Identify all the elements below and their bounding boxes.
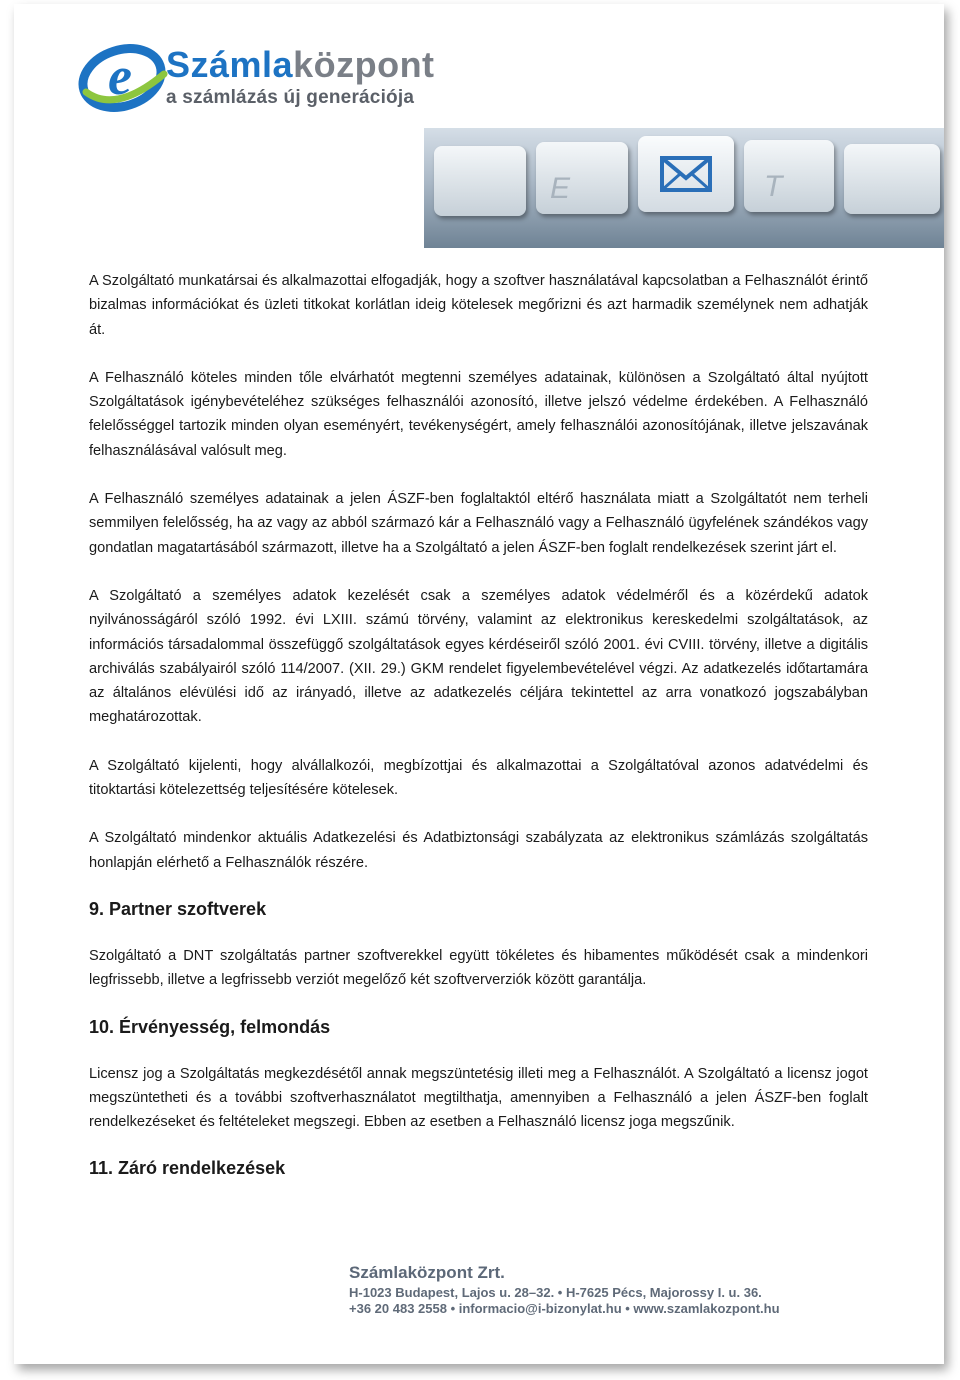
- section-10-text: Licensz jog a Szolgáltatás megkezdésétől annak megszüntetésig illeti meg a Felhasználót. A Szolgáltató a licensz jogot megszüntetheti és a további szoftverhasználatot megtilthatja, amennyiben a Felhasználó a jelen ÁSZF-ben foglalt rendelkezéseket és feltételeket megszegi. Ebben az esetben a Felhasználó licensz joga megszűnik.: [89, 1065, 868, 1131]
- section-9-heading: 9. Partner szoftverek: [89, 898, 267, 919]
- paragraph: A Szolgáltató mindenkor aktuális Adatkezelési és Adatbiztonsági szabályzata az elektronikus számlázás szolgáltatás honlapján elérhető a Felhasználók részére.: [89, 830, 868, 871]
- section-10-heading: 10. Érvényesség, felmondás: [89, 1016, 331, 1037]
- logo-part-1: Számla: [166, 44, 294, 85]
- document-body: [89, 269, 868, 1203]
- paragraph: A Szolgáltató a személyes adatok kezelését csak a személyes adatok védelméről és a közérdekű adatok nyilvánosságáról szóló 1992. évi LXIII. számú törvény, valamint az elektronikus kereskedelmi szolgáltatások, az információs társadalommal összefüggő szolgáltatások egyes kérdéseiről szóló 2001. évi CVIII. törvény, illetve a digitális archiválás szabályairól szóló 114/2007. (XII. 29.) GKM rendelet figyelembevételével végzi. Az adatkezelés időtartamára az általános elévülési idő az irányadó, illetve az adatkezelés céljára tekintettel az arra vonatkozó jogszabályban meghatározottak.: [89, 587, 868, 726]
- footer-company: Számlaközpont Zrt.: [349, 1263, 505, 1282]
- paragraph: A Szolgáltató munkatársai és alkalmazottai elfogadják, hogy a szoftver használatával kapcsolatban a Felhasználót érintő bizalmas információkat és üzleti titkokat korlátlan ideig kötelesek megőrizni és azt harmadik személynek nem adhatják át.: [89, 273, 868, 338]
- paragraph: A Felhasználó köteles minden tőle elvárhatót megtenni személyes adatainak, különösen a Szolgáltató által nyújtott Szolgáltatások igénybevételéhez szükséges felhasználói azonosító, illetve jelszó védelme érdekében. A Felhasználó felelősséggel tartozik minden olyan eseményért, tevékenységért, amely felhasználói azonosítójának, illetve jelszavának felhasználásával valósult meg.: [89, 369, 868, 459]
- logo-wordmark: [166, 44, 435, 86]
- logo-tagline: a számlázás új generációja: [166, 87, 415, 108]
- footer-contact: +36 20 483 2558 • informacio@i-bizonylat.hu • www.szamlakozpont.hu: [349, 1301, 780, 1316]
- envelope-key: [638, 136, 734, 212]
- key-letter-t: T: [764, 170, 783, 203]
- logo-letter: e: [108, 46, 132, 106]
- paragraph: A Szolgáltató kijelenti, hogy alvállalkozói, megbízottjai és alkalmazottai a Szolgáltatóval azonos adatvédelmi és titoktartási kötelezettség teljesítésére kötelesek.: [89, 757, 868, 799]
- footer: [349, 1263, 869, 1317]
- envelope-icon: [660, 156, 712, 192]
- section-11-heading: 11. Záró rendelkezések: [89, 1158, 286, 1179]
- section-9-text: Szolgáltató a DNT szolgáltatás partner szoftverekkel együtt tökéletes és hibamentes működését csak a mindenkori legfrissebb, illetve a legfrissebb verziót megelőző két szoftververziók között garantálja.: [89, 947, 868, 989]
- logo-part-2: központ: [293, 44, 435, 85]
- paragraph: A Felhasználó személyes adatainak a jelen ÁSZF-ben foglaltaktól eltérő használata miatt a Szolgáltatót nem terheli semmilyen felelősség, ha az vagy az abból származó kár a Felhasználó vagy a Felhasználó ügyfelének szándékos vagy gondatlan magatartásából származott, illetve ha a Szolgáltató a jelen ÁSZF-ben foglalt rendelkezések szerint járt el.: [89, 491, 868, 556]
- logo-e-icon: [76, 34, 172, 114]
- footer-address: H-1023 Budapest, Lajos u. 28–32. • H-7625 Pécs, Majorossy I. u. 36.: [349, 1285, 762, 1300]
- header-banner: [14, 4, 944, 248]
- key-letter-e: E: [550, 172, 571, 205]
- keyboard-photo: [424, 128, 944, 248]
